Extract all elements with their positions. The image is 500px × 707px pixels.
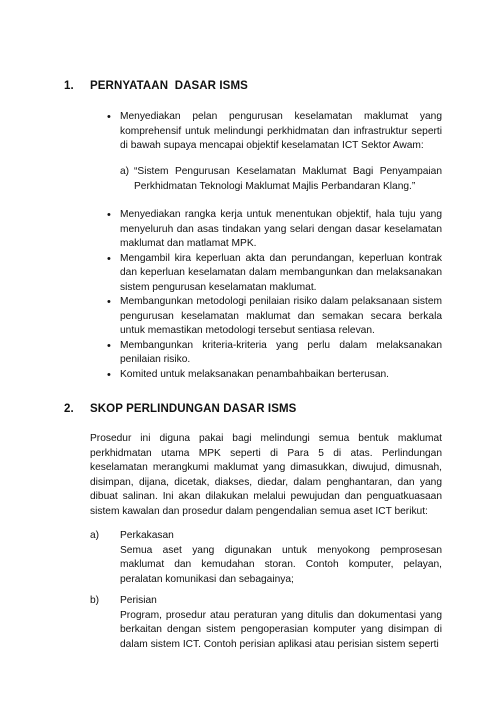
item-text: Semua aset yang digunakan untuk menyokong pemprosesan maklumat dan kemudahan storan. Contoh komputer, pelayan, peralatan komunikasi dan sebagainya; [120, 544, 442, 585]
list-item [90, 295, 442, 339]
section-2-paragraph: Prosedur ini diguna pakai bagi melindungi semua bentuk maklumat perkhidmatan utama MPK seperti di Para 5 di atas. Perlindungan keselamatan merangkumi maklumat yang dimasukkan, diwujud, dimusnah, disimpan, dijana, dicetak, diakses, diedar, dalam penghantaran, dan yang dibuat salinan. Ini akan dilakukan melalui pewujudan dan penguatkuasaan sistem kawalan dan prosedur dalam pengendalian semua aset ICT berikut: [90, 433, 442, 517]
item-heading: Perisian [120, 595, 157, 606]
bullet-text: Membangunkan kriteria-kriteria yang perlu dalam melaksanakan penilaian risiko. [120, 339, 442, 365]
bullet-icon: • [107, 296, 111, 308]
section-1-intro-list [90, 110, 442, 154]
bullet-icon: • [107, 209, 111, 221]
list-item [90, 110, 442, 154]
bullet-icon: • [107, 339, 111, 352]
bullet-text: Komited untuk melaksanakan penambahbaikan berterusan. [120, 368, 390, 380]
bullet-icon: • [107, 111, 111, 123]
item-text: Program, prosedur atau peraturan yang ditulis dan dokumentasi yang berkaitan dengan sistem pengoperasian komputer yang disimpan di dalam sistem ICT. Contoh perisian aplikasi atau perisian sistem seperti [120, 609, 442, 650]
bullet-text: Menyediakan rangka kerja untuk menentukan objektif, hala tuju yang menyeluruh dan asas tindakan yang selari dengan dasar keselamatan maklumat dan matlamat MPK. [120, 209, 442, 249]
section-2-number: 2. [64, 403, 74, 415]
subitem-text: “Sistem Pengurusan Keselamatan Maklumat Bagi Penyampaian Perkhidmatan Teknologi Maklumat Majlis Perbandaran Klang.” [134, 166, 442, 192]
subitem-label: a) [120, 166, 130, 177]
section-1-title: PERNYATAAN DASAR ISMS [90, 80, 248, 92]
list-item [90, 339, 442, 368]
bullet-text: Mengambil kira keperluan akta dan perundangan, keperluan kontrak dan keperluan keselamatan dalam membangunkan dan melaksanakan sistem pengurusan keselamatan maklumat. [120, 252, 442, 293]
list-item [90, 368, 442, 383]
section-1-bullet-list [90, 208, 442, 382]
bullet-text: Membangunkan metodologi penilaian risiko dalam pelaksanaan sistem pengurusan keselamatan maklumat dan semakan secara berkala untuk memastikan metodologi tersebut sentiasa relevan. [120, 296, 442, 336]
item-heading: Perkakasan [120, 530, 174, 541]
bullet-text: Menyediakan pelan pengurusan keselamatan maklumat yang komprehensif untuk melindungi perkhidmatan dan infrastruktur seperti di bawah supaya mencapai objektif keselamatan ICT Sektor Awam: [120, 111, 442, 151]
bullet-icon: • [107, 368, 111, 381]
section-2-title: SKOP PERLINDUNGAN DASAR ISMS [90, 403, 297, 415]
section-1-subitem [120, 165, 442, 194]
section-1-number: 1. [64, 80, 74, 92]
list-item [90, 252, 442, 296]
item-label: b) [90, 595, 100, 606]
item-label: a) [90, 530, 100, 541]
bullet-icon: • [107, 252, 111, 265]
list-item [90, 208, 442, 252]
